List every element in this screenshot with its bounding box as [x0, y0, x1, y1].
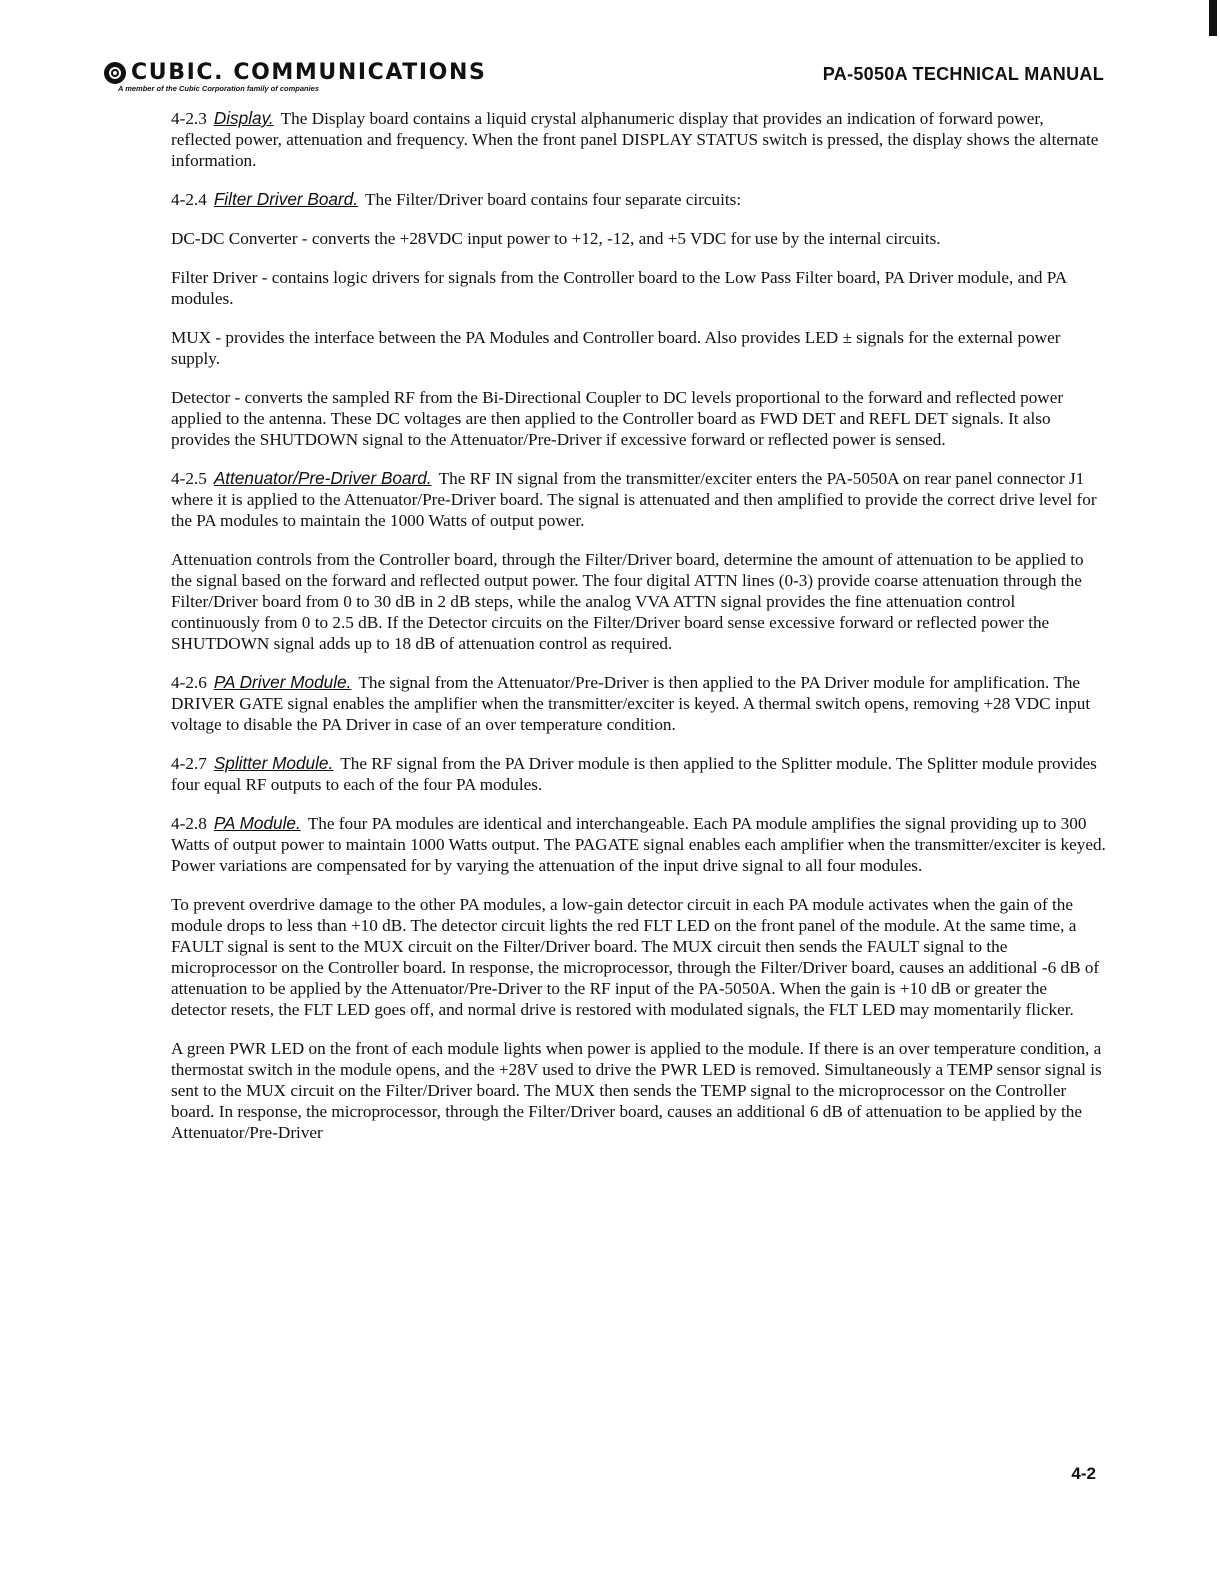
paragraph-detector [171, 387, 1106, 450]
section-number: 4-2.5 [171, 469, 207, 488]
section-title: Attenuator/Pre-Driver Board. [213, 468, 432, 488]
page-number: 4-2 [1071, 1464, 1096, 1483]
section-title: Splitter Module. [213, 753, 334, 773]
section-number: 4-2.4 [171, 190, 207, 209]
cubic-globe-logo-icon [104, 62, 126, 84]
section-number: 4-2.8 [171, 814, 207, 833]
paragraph-pwr-led [171, 1038, 1106, 1143]
paragraph-text: The Display board contains a liquid crystal alphanumeric display that provides an indication of forward power, reflected power, attenuation and frequency. When the front panel DISPLAY STATUS switch is pressed, the display shows the alternate information. [171, 109, 1099, 170]
paragraph-mux [171, 327, 1106, 369]
paragraph-text: Detector - converts the sampled RF from the Bi-Directional Coupler to DC levels proportional to the forward and reflected power applied to the antenna. These DC voltages are then applied to the Controller board as FWD DET and REFL DET signals. It also provides the SHUTDOWN signal to the Attenuator/Pre-Driver if excessive forward or reflected power is sensed. [171, 388, 1064, 449]
paragraph-text: Attenuation controls from the Controller board, through the Filter/Driver board, determine the amount of attenuation to be applied to the signal based on the forward and reflected output power. The four digital ATTN lines (0-3) provide coarse attenuation through the Filter/Driver board from 0 to 30 dB in 2 dB steps, while the analog VVA ATTN signal provides the fine attenuation control continuously from 0 to 2.5 dB. If the Detector circuits on the Filter/Driver board sense excessive forward or reflected power the SHUTDOWN signal adds up to 18 dB of attenuation control as required. [171, 550, 1084, 653]
section-title: PA Driver Module. [213, 672, 352, 692]
section-number: 4-2.3 [171, 109, 207, 128]
section-title: Display. [213, 108, 274, 128]
section-number: 4-2.7 [171, 754, 207, 773]
paragraph-overdrive-protection [171, 894, 1106, 1020]
section-title: PA Module. [213, 813, 301, 833]
paragraph-text: The Filter/Driver board contains four separate circuits: [365, 190, 742, 209]
paragraph-splitter-module [171, 753, 1106, 795]
manual-title: PA-5050A TECHNICAL MANUAL [822, 64, 1104, 84]
paragraph-text: Filter Driver - contains logic drivers for signals from the Controller board to the Low Pass Filter board, PA Driver module, and PA modules. [171, 268, 1067, 308]
paragraph-text: To prevent overdrive damage to the other PA modules, a low-gain detector circuit in each PA module activates when the gain of the module drops to less than +10 dB. The detector circuit lights the red FLT LED on the front panel of the module. At the same time, a FAULT signal is sent to the MUX circuit on the Filter/Driver board. The MUX circuit then sends the FAULT signal to the microprocessor on the Controller board. In response, the microprocessor, through the Filter/Driver board, causes an additional -6 dB of attenuation to be applied by the Attenuator/Pre-Driver to the RF input of the PA-5050A. When the gain is +10 dB or greater the detector resets, the FLT LED goes off, and normal drive is restored with modulated signals, the FLT LED may momentarily flicker. [171, 895, 1100, 1019]
page-header [104, 60, 1104, 96]
paragraph-text: The signal from the Attenuator/Pre-Driver is then applied to the PA Driver module for amplification. The DRIVER GATE signal enables the amplifier when the transmitter/exciter is keyed. A thermal switch opens, removing +28 VDC input voltage to disable the PA Driver in case of an over temperature condition. [171, 673, 1091, 734]
document-body [171, 108, 1106, 1161]
paragraph-text: The RF signal from the PA Driver module is then applied to the Splitter module. The Splitter module provides four equal RF outputs to each of the four PA modules. [171, 754, 1097, 794]
paragraph-pa-module [171, 813, 1106, 876]
paragraph-pa-driver-module [171, 672, 1106, 735]
paragraph-text: DC-DC Converter - converts the +28VDC input power to +12, -12, and +5 VDC for use by the internal circuits. [171, 229, 941, 248]
company-tagline: A member of the Cubic Corporation family of companies [118, 84, 319, 93]
company-name: CUBIC. COMMUNICATIONS [131, 60, 487, 85]
section-title: Filter Driver Board. [213, 189, 359, 209]
paragraph-filter-driver-board [171, 189, 1106, 210]
paragraph-text: The RF IN signal from the transmitter/exciter enters the PA-5050A on rear panel connector J1 where it is applied to the Attenuator/Pre-Driver board. The signal is attenuated and then amplified to provide the correct drive level for the PA modules to maintain the 1000 Watts of output power. [171, 469, 1097, 530]
paragraph-attenuator-pre-driver-board [171, 468, 1106, 531]
paragraph-text: A green PWR LED on the front of each module lights when power is applied to the module. If there is an over temperature condition, a thermostat switch in the module opens, and the +28V used to drive the PWR LED is removed. Simultaneously a TEMP sensor signal is sent to the MUX circuit on the Filter/Driver board. The MUX then sends the TEMP signal to the microprocessor on the Controller board. In response, the microprocessor, through the Filter/Driver board, causes an additional 6 dB of attenuation to be applied by the Attenuator/Pre-Driver [171, 1039, 1102, 1142]
paragraph-attenuation-controls [171, 549, 1106, 654]
section-number: 4-2.6 [171, 673, 207, 692]
paragraph-dc-dc-converter [171, 228, 1106, 249]
paragraph-text: MUX - provides the interface between the PA Modules and Controller board. Also provides LED ± signals for the external power supply. [171, 328, 1061, 368]
paragraph-text: The four PA modules are identical and interchangeable. Each PA module amplifies the signal providing up to 300 Watts of output power to maintain 1000 Watts output. The PAGATE signal enables each amplifier when the transmitter/exciter is keyed. Power variations are compensated for by varying the attenuation of the input drive signal to all four modules. [171, 814, 1106, 875]
scan-edge-mark [1209, 0, 1217, 36]
paragraph-display [171, 108, 1106, 171]
company-logo [104, 60, 486, 85]
paragraph-filter-driver [171, 267, 1106, 309]
